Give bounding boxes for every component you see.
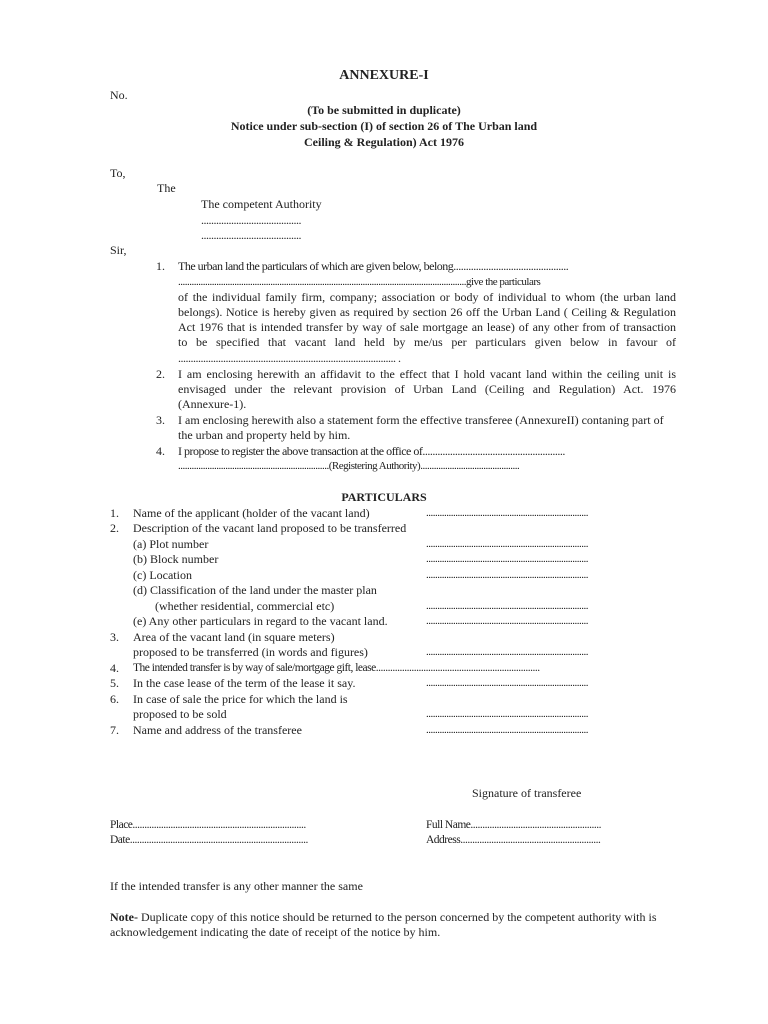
item-6-fill: ........................................................................ bbox=[426, 708, 588, 720]
note-text: Duplicate copy of this notice should be returned to the person concerned by the competent authority with is bbox=[137, 910, 657, 924]
salutation: Sir, bbox=[110, 243, 127, 257]
item-6-label: In case of sale the price for which the land is bbox=[133, 692, 348, 706]
item-4-label: The intended transfer is by way of sale/mortgage gift, lease..................................................................... bbox=[133, 662, 540, 674]
item-2a-label: (a) Plot number bbox=[133, 537, 209, 551]
para-2-line: envisaged under the relevant provision of Urban Land (Ceiling and Regulation) Act. 1976 bbox=[178, 382, 676, 396]
item-3-label-cont: proposed to be transferred (in words and figures) bbox=[133, 645, 368, 659]
item-7-number: 7. bbox=[110, 723, 119, 737]
para-4-line: ...................................................................(Registering Authority)............................................ bbox=[178, 460, 520, 472]
subtitle-act: Ceiling & Regulation) Act 1976 bbox=[304, 135, 464, 149]
note-label: Note- bbox=[110, 910, 138, 924]
note-line-1 bbox=[110, 910, 657, 925]
note-line-2: acknowledgement indicating the date of receipt of the notice by him. bbox=[110, 925, 441, 939]
para-4-number: 4. bbox=[156, 444, 165, 458]
item-2c-label: (c) Location bbox=[133, 568, 192, 582]
particulars-heading: PARTICULARS bbox=[341, 490, 427, 504]
para-3-line: I am enclosing herewith also a statement form the effective transferee (AnnexureII) contaning part of bbox=[178, 413, 664, 427]
full-name-field: Full Name....................................................... bbox=[426, 819, 601, 831]
address-line-1: ........................................ bbox=[201, 213, 301, 227]
place-field: Place......................................................................... bbox=[110, 819, 306, 831]
the-label: The bbox=[157, 181, 176, 195]
item-2d-label-cont: (whether residential, commercial etc) bbox=[155, 599, 335, 613]
para-1-line: ....................................................................................... . bbox=[178, 351, 401, 365]
para-1-line: belongs). Notice is hereby given as required by section 26 off the Urban Land ( Ceiling & Regulation bbox=[178, 305, 676, 319]
item-1-number: 1. bbox=[110, 506, 119, 520]
item-2c-fill: ........................................................................ bbox=[426, 569, 588, 581]
para-1-line: to be specified that vacant land held by me/us per particulars given below in favour of bbox=[178, 335, 676, 349]
item-2-label: Description of the vacant land proposed to be transferred bbox=[133, 521, 407, 535]
authority-label: The competent Authority bbox=[201, 197, 322, 211]
para-4-line: I propose to register the above transaction at the office of......................................................... bbox=[178, 444, 565, 458]
item-3-number: 3. bbox=[110, 630, 119, 644]
document-title: ANNEXURE-I bbox=[339, 68, 429, 83]
item-2e-label: (e) Any other particulars in regard to the vacant land. bbox=[133, 614, 388, 628]
item-3-fill: ........................................................................ bbox=[426, 646, 588, 658]
item-2-number: 2. bbox=[110, 521, 119, 535]
item-1-label: Name of the applicant (holder of the vacant land) bbox=[133, 506, 370, 520]
item-2d-fill: ........................................................................ bbox=[426, 600, 588, 612]
other-manner-text: If the intended transfer is any other manner the same bbox=[110, 879, 363, 893]
no-label: No. bbox=[110, 88, 128, 102]
address-line-2: ........................................ bbox=[201, 228, 301, 242]
subtitle-notice: Notice under sub-section (I) of section 26 of The Urban land bbox=[230, 119, 538, 133]
para-2-number: 2. bbox=[156, 367, 165, 381]
para-1-line: ................................................................................................................................give the particulars bbox=[178, 276, 541, 288]
para-1-number: 1. bbox=[156, 259, 165, 273]
item-1-fill: ........................................................................ bbox=[426, 507, 588, 519]
item-2b-fill: ........................................................................ bbox=[426, 553, 588, 565]
date-field: Date........................................................................... bbox=[110, 834, 308, 846]
item-5-number: 5. bbox=[110, 676, 119, 690]
item-6-label-cont: proposed to be sold bbox=[133, 707, 227, 721]
item-4-number: 4. bbox=[110, 661, 119, 675]
item-2b-label: (b) Block number bbox=[133, 552, 219, 566]
para-1-line: The urban land the particulars of which are given below, belong.............................................. bbox=[178, 259, 569, 273]
item-2e-fill: ........................................................................ bbox=[426, 615, 588, 627]
para-3-line: the urban and property held by him. bbox=[178, 428, 351, 442]
item-5-label: In the case lease of the term of the lease it say. bbox=[133, 676, 356, 690]
item-3-label: Area of the vacant land (in square meters) bbox=[133, 630, 335, 644]
to-label: To, bbox=[110, 166, 126, 180]
para-2-line: (Annexure-1). bbox=[178, 397, 247, 411]
signature-label: Signature of transferee bbox=[472, 786, 582, 800]
item-7-label: Name and address of the transferee bbox=[133, 723, 302, 737]
para-2-line: I am enclosing herewith an affidavit to the effect that I hold vacant land within the ceiling unit is bbox=[178, 367, 676, 381]
para-1-line: Act 1976 that is intended transfer by way of sale mortgage an lease) of any other from of transaction bbox=[178, 320, 676, 334]
para-3-number: 3. bbox=[156, 413, 165, 427]
subtitle-duplicate: (To be submitted in duplicate) bbox=[307, 103, 461, 117]
item-5-fill: ........................................................................ bbox=[426, 677, 588, 689]
item-6-number: 6. bbox=[110, 692, 119, 706]
para-1-line: of the individual family firm, company; association or body of individual to whom (the urban land bbox=[178, 290, 676, 304]
address-field: Address........................................................... bbox=[426, 834, 601, 846]
item-7-fill: ........................................................................ bbox=[426, 724, 588, 736]
item-2d-label: (d) Classification of the land under the master plan bbox=[133, 583, 377, 597]
item-2a-fill: ........................................................................ bbox=[426, 538, 588, 550]
